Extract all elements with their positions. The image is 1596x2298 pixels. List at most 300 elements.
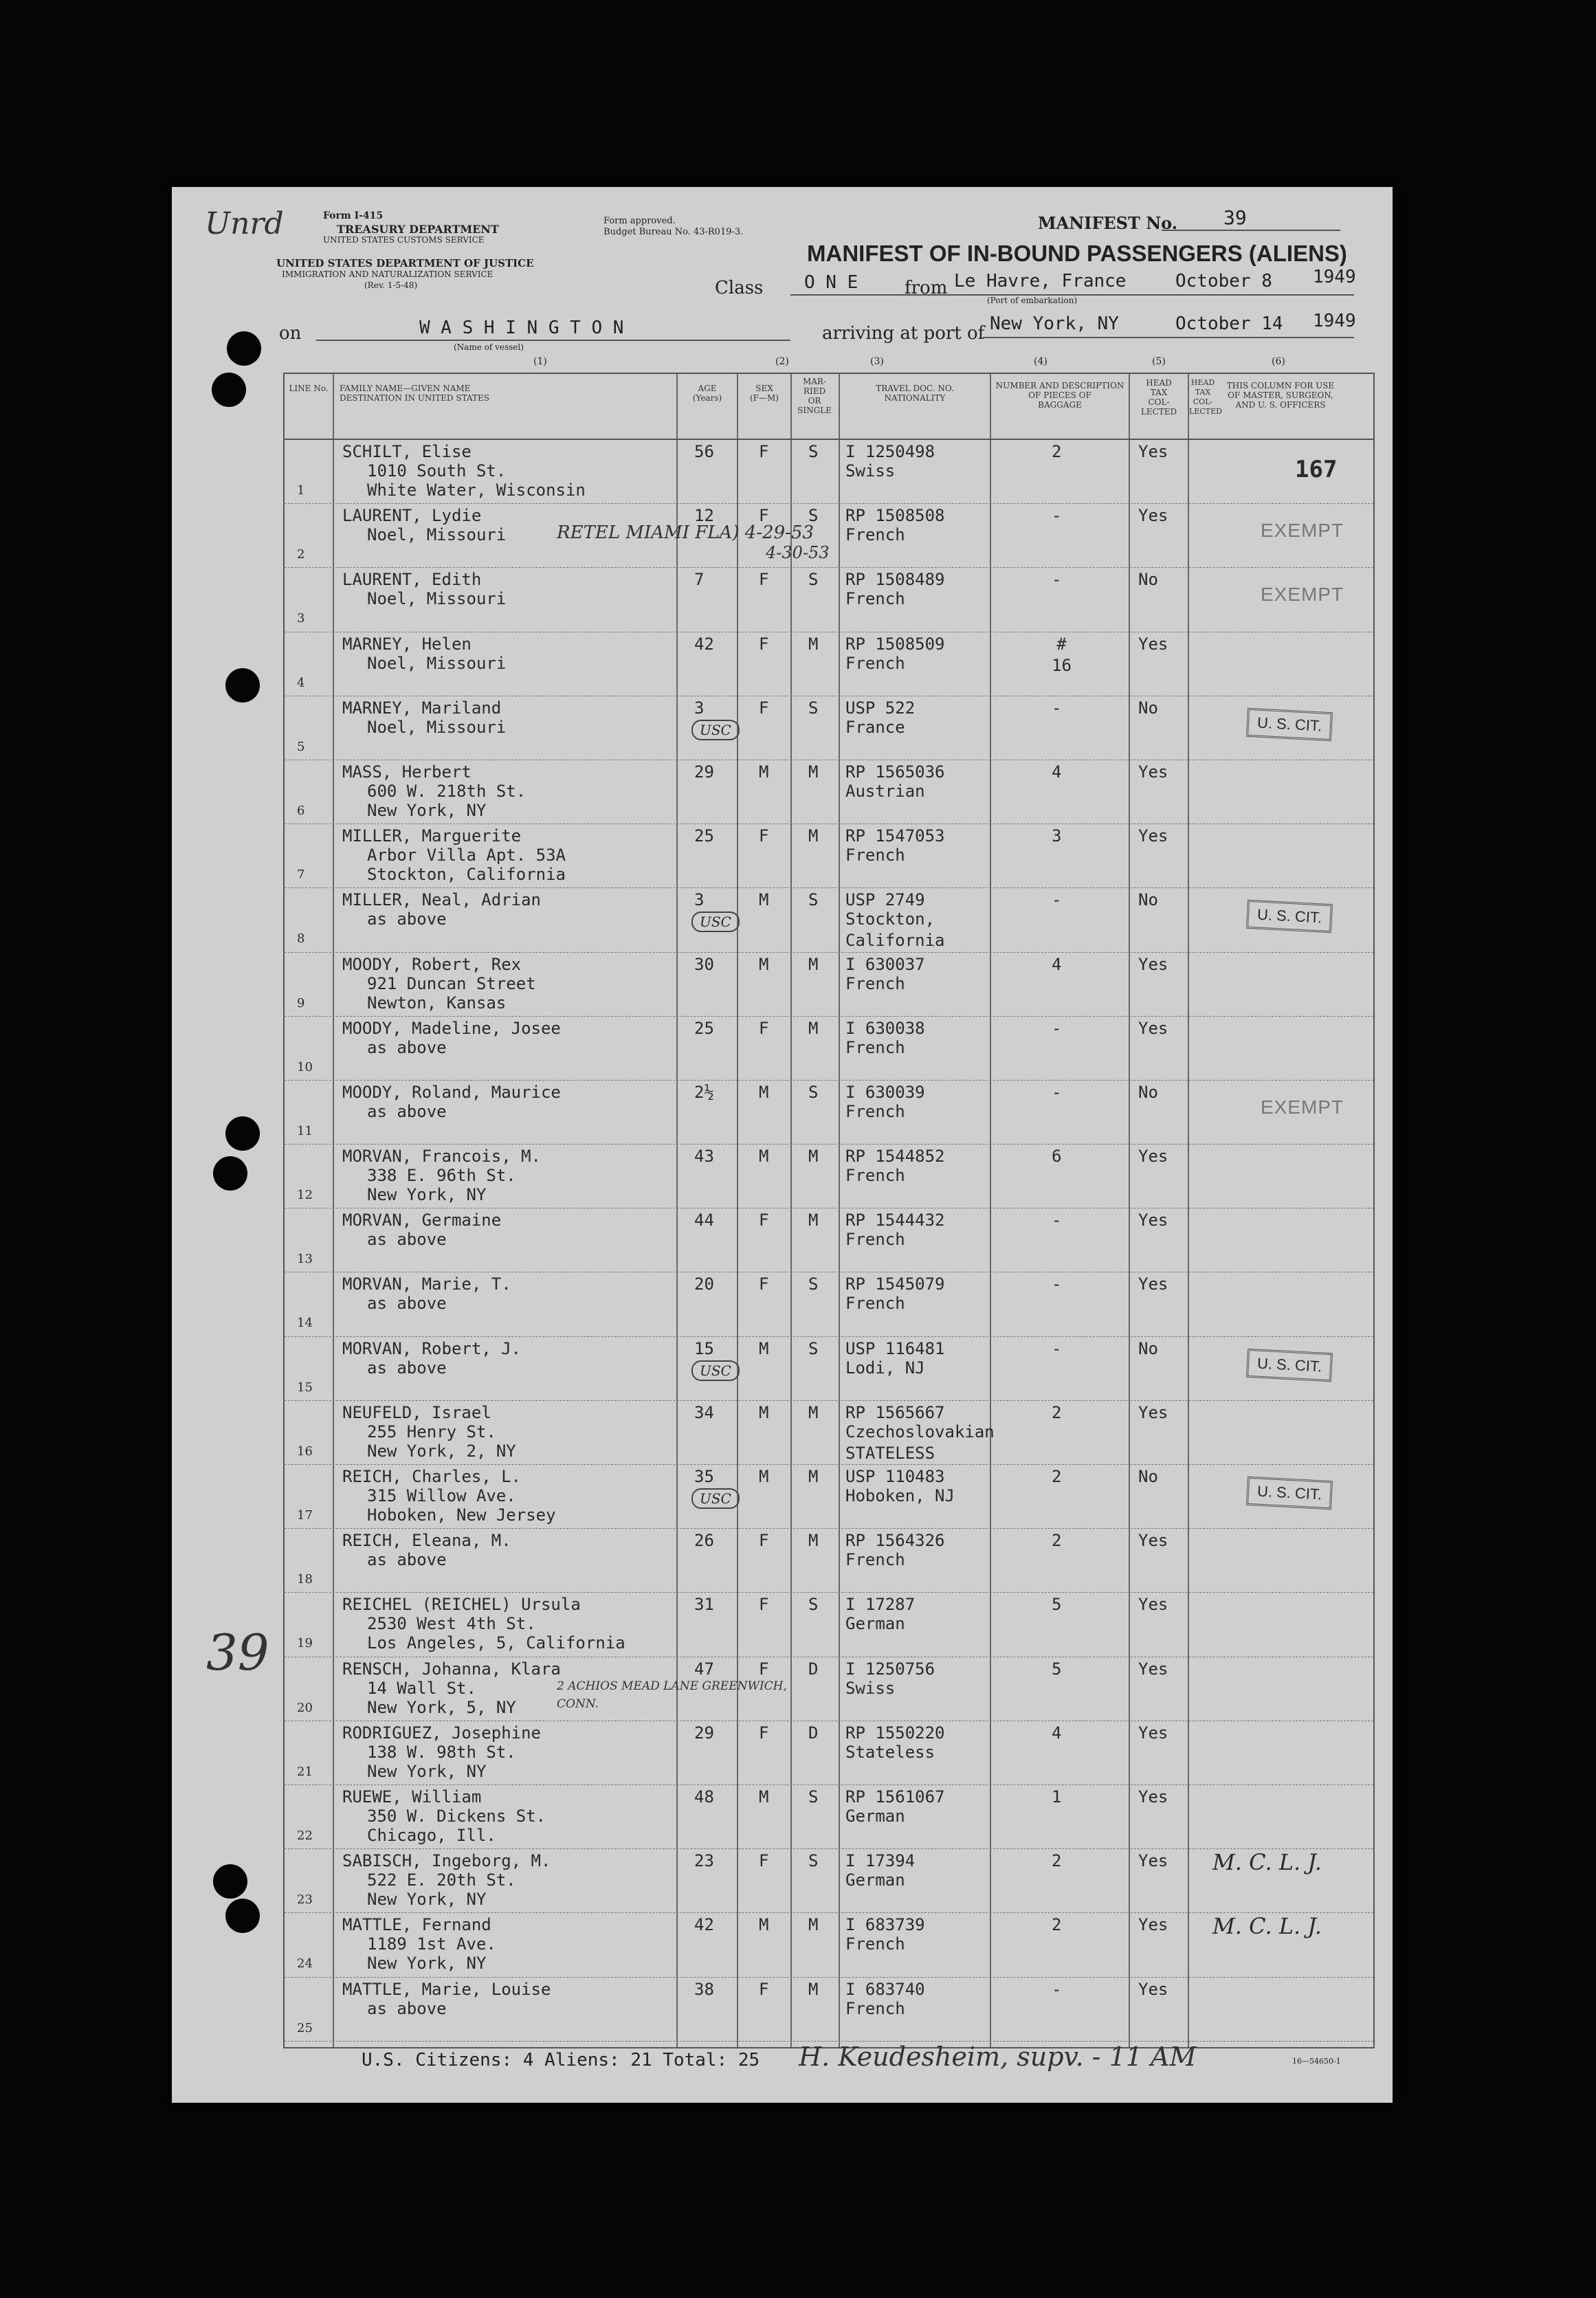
travel-doc-cell: I 683740	[845, 1979, 925, 1999]
address-line-1: as above	[367, 1294, 447, 1314]
us-citizen-stamp: U. S. CIT.	[1246, 708, 1333, 741]
punch-hole	[225, 668, 260, 703]
baggage-cell: -	[1052, 506, 1062, 526]
baggage-cell: 3	[1052, 826, 1062, 846]
line-number: 8	[297, 931, 305, 947]
head-tax-cell: Yes	[1138, 1402, 1168, 1422]
baggage-cell: 6	[1052, 1147, 1062, 1167]
table-row	[285, 1657, 1373, 1721]
age-cell: 26	[694, 1531, 714, 1551]
marital-cell: M	[808, 634, 819, 654]
address-line-1: 315 Willow Ave.	[367, 1486, 516, 1505]
marital-cell: S	[808, 1851, 819, 1871]
footer-totals: U.S. Citizens: 4 Aliens: 21 Total: 25	[362, 2050, 760, 2070]
exempt-stamp: EXEMPT	[1261, 520, 1344, 542]
marital-cell: D	[808, 1723, 819, 1743]
address-line-2: Hoboken, New Jersey	[367, 1505, 556, 1525]
treasury-label: TREASURY DEPARTMENT	[337, 223, 499, 236]
table-row	[285, 1017, 1373, 1081]
age-cell: 38	[694, 1979, 714, 1999]
table-row	[285, 696, 1373, 760]
passenger-name: RODRIGUEZ, Josephine	[342, 1723, 541, 1743]
passenger-name: REICH, Charles, L.	[342, 1467, 522, 1486]
nationality-cell: German	[845, 1870, 905, 1890]
arrival-port: New York, NY	[990, 313, 1119, 334]
head-tax-cell: No	[1138, 570, 1158, 590]
table-row	[285, 1145, 1373, 1208]
address-line-2: New York, NY	[367, 1954, 487, 1974]
nationality-cell: French	[845, 1294, 905, 1314]
marital-cell: M	[808, 762, 819, 782]
travel-doc-cell: USP 2749	[845, 890, 925, 910]
baggage-cell: 2	[1052, 442, 1062, 461]
head-tax-cell: Yes	[1138, 1723, 1168, 1743]
sex-cell: F	[759, 1851, 769, 1871]
nationality-cell: Swiss	[845, 1678, 896, 1698]
address-line-2: Los Angeles, 5, California	[367, 1633, 625, 1653]
vessel-underline	[316, 340, 790, 341]
travel-doc-cell: I 683739	[845, 1915, 925, 1935]
sex-cell: M	[759, 1915, 769, 1935]
address-line-2: Chicago, Ill.	[367, 1825, 496, 1845]
age-cell: 31	[694, 1595, 714, 1615]
nationality-cell: French	[845, 589, 905, 609]
nationality-cell: French	[845, 1934, 905, 1954]
nationality-cell: Austrian	[845, 781, 925, 801]
passenger-name: MILLER, Marguerite	[342, 826, 522, 846]
age-cell: 25	[694, 826, 714, 846]
arrival-year: 1949	[1313, 311, 1356, 331]
head-tax-cell: Yes	[1138, 1018, 1168, 1038]
line-number: 5	[297, 739, 305, 754]
baggage-cell: -	[1052, 570, 1062, 590]
nationality-cell: Czechoslovakian STATELESS	[845, 1422, 995, 1463]
head-tax-cell: Yes	[1138, 442, 1168, 461]
print-code: 16—54650-1	[1292, 2057, 1341, 2066]
line-number: 14	[297, 1316, 313, 1331]
passenger-name: LAURENT, Edith	[342, 570, 482, 590]
line-number: 22	[297, 1828, 313, 1843]
baggage-cell: # 16	[1052, 634, 1072, 675]
passenger-name: MARNEY, Mariland	[342, 698, 502, 718]
row20-annotation: 2 ACHIOS MEAD LANE GREENWICH, CONN.	[557, 1679, 787, 1711]
travel-doc-cell: I 630037	[845, 954, 925, 974]
head-tax-cell: Yes	[1138, 954, 1168, 974]
marital-cell: S	[808, 1082, 819, 1102]
arrival-date: October 14	[1175, 313, 1283, 334]
sex-cell: F	[759, 442, 769, 461]
sex-cell: F	[759, 570, 769, 590]
travel-doc-cell: I 630039	[845, 1082, 925, 1102]
address-line-1: as above	[367, 1998, 447, 2018]
hdr-travel-doc: TRAVEL DOC. NO. NATIONALITY	[876, 384, 954, 403]
corner-handwriting: Unrd	[205, 206, 284, 241]
nationality-cell: French	[845, 973, 905, 993]
vessel-caption: (Name of vessel)	[454, 342, 524, 352]
sex-cell: M	[759, 1082, 769, 1102]
officer-initials: M. C. L. J.	[1212, 1849, 1322, 1876]
address-line-2: New York, NY	[367, 1761, 487, 1781]
exempt-stamp: EXEMPT	[1261, 1096, 1344, 1118]
nationality-cell: French	[845, 1998, 905, 2018]
sex-cell: F	[759, 1595, 769, 1615]
sex-cell: M	[759, 1467, 769, 1486]
table-row	[285, 632, 1373, 696]
passenger-name: MORVAN, Francois, M.	[342, 1147, 541, 1167]
age-cell: 25	[694, 1018, 714, 1038]
address-line-2: New York, NY	[367, 1890, 487, 1910]
table-row	[285, 1465, 1373, 1529]
line-number: 23	[297, 1892, 313, 1908]
sex-cell: F	[759, 1723, 769, 1743]
marital-cell: S	[808, 442, 819, 461]
nationality-cell: French	[845, 525, 905, 545]
address-line-1: as above	[367, 909, 447, 929]
punch-hole	[213, 1156, 247, 1191]
address-line-1: 138 W. 98th St.	[367, 1742, 516, 1762]
baggage-cell: -	[1052, 1211, 1062, 1230]
address-line-1: 2530 West 4th St.	[367, 1614, 536, 1634]
address-line-1: as above	[367, 1358, 447, 1378]
travel-doc-cell: RP 1564326	[845, 1531, 945, 1551]
head-tax-cell: Yes	[1138, 634, 1168, 654]
arrival-underline	[983, 337, 1354, 338]
nationality-cell: German	[845, 1614, 905, 1634]
usc-mark: USC	[691, 1488, 740, 1509]
age-cell: 12	[694, 506, 714, 526]
punch-hole	[227, 331, 261, 366]
sex-cell: M	[759, 1147, 769, 1167]
head-tax-cell: Yes	[1138, 1915, 1168, 1935]
passenger-name: MILLER, Neal, Adrian	[342, 890, 541, 910]
address-line-2: White Water, Wisconsin	[367, 480, 586, 500]
passenger-name: RENSCH, Johanna, Klara	[342, 1659, 561, 1679]
travel-doc-cell: RP 1508489	[845, 570, 945, 590]
hdr-sex: SEX (F—M)	[750, 384, 779, 403]
line-number: 1	[297, 483, 305, 498]
nationality-cell: France	[845, 717, 905, 737]
sex-cell: F	[759, 698, 769, 718]
sex-cell: F	[759, 1211, 769, 1230]
passenger-name: MASS, Herbert	[342, 762, 472, 782]
travel-doc-cell: RP 1544432	[845, 1211, 945, 1230]
nationality-cell: French	[845, 653, 905, 673]
marital-cell: S	[808, 698, 819, 718]
table-row	[285, 953, 1373, 1017]
punch-hole	[225, 1899, 260, 1933]
form-number: Form I-415	[323, 210, 384, 221]
passenger-name: NEUFELD, Israel	[342, 1402, 491, 1422]
baggage-cell: 4	[1052, 1723, 1062, 1743]
embark-underline	[790, 294, 1354, 296]
line-number: 18	[297, 1572, 313, 1587]
sex-cell: F	[759, 1274, 769, 1294]
baggage-cell: 2	[1052, 1851, 1062, 1871]
address-line-1: Noel, Missouri	[367, 717, 507, 737]
marital-cell: M	[808, 1018, 819, 1038]
age-cell: 44	[694, 1211, 714, 1230]
baggage-cell: -	[1052, 1018, 1062, 1038]
baggage-cell: -	[1052, 698, 1062, 718]
baggage-cell: 2	[1052, 1531, 1062, 1551]
address-line-2: Stockton, California	[367, 865, 566, 885]
embark-year: 1949	[1313, 267, 1356, 287]
customs-label: UNITED STATES CUSTOMS SERVICE	[323, 235, 485, 245]
arriving-label: arriving at port of	[822, 323, 985, 344]
side-number: 39	[206, 1624, 269, 1681]
address-line-1: Noel, Missouri	[367, 525, 507, 545]
baggage-cell: 2	[1052, 1467, 1062, 1486]
head-tax-cell: No	[1138, 1338, 1158, 1358]
hdr-name: FAMILY NAME—GIVEN NAME DESTINATION IN UNITED STATES	[340, 384, 489, 403]
col-num-4: (4)	[1034, 356, 1048, 367]
table-row	[285, 888, 1373, 952]
officer-initials: M. C. L. J.	[1212, 1913, 1322, 1940]
travel-doc-cell: RP 1565667	[845, 1402, 945, 1422]
nationality-cell: Lodi, NJ	[845, 1358, 925, 1378]
baggage-cell: 2	[1052, 1915, 1062, 1935]
travel-doc-cell: RP 1550220	[845, 1723, 945, 1743]
sex-cell: M	[759, 762, 769, 782]
marital-cell: S	[808, 1338, 819, 1358]
travel-doc-cell: RP 1547053	[845, 826, 945, 846]
age-cell: 30	[694, 954, 714, 974]
sex-cell: F	[759, 1659, 769, 1679]
usc-mark: USC	[691, 912, 740, 932]
address-line-1: 1189 1st Ave.	[367, 1934, 496, 1954]
line-number: 9	[297, 995, 305, 1010]
nationality-cell: French	[845, 1230, 905, 1250]
exempt-stamp: EXEMPT	[1261, 584, 1344, 606]
nationality-cell: French	[845, 1101, 905, 1121]
age-cell: 2½	[694, 1082, 714, 1102]
line-number: 19	[297, 1636, 313, 1651]
address-line-1: Noel, Missouri	[367, 589, 507, 609]
nationality-cell: French	[845, 1550, 905, 1570]
marital-cell: S	[808, 1274, 819, 1294]
address-line-1: as above	[367, 1550, 447, 1570]
address-line-1: 338 E. 96th St.	[367, 1166, 516, 1186]
baggage-cell: 4	[1052, 762, 1062, 782]
us-citizen-stamp: U. S. CIT.	[1246, 1477, 1333, 1510]
officer-number: 167	[1295, 456, 1338, 483]
nationality-cell: Stateless	[845, 1742, 935, 1762]
punch-hole	[225, 1116, 260, 1151]
age-cell: 42	[694, 634, 714, 654]
col-num-3: (3)	[870, 356, 884, 367]
head-tax-cell: Yes	[1138, 1979, 1168, 1999]
marital-cell: S	[808, 506, 819, 526]
baggage-cell: 2	[1052, 1402, 1062, 1422]
travel-doc-cell: USP 522	[845, 698, 916, 718]
baggage-cell: -	[1052, 1979, 1062, 1999]
address-line-1: Arbor Villa Apt. 53A	[367, 846, 566, 865]
marital-cell: M	[808, 1915, 819, 1935]
baggage-cell: -	[1052, 1082, 1062, 1102]
usc-mark: USC	[691, 720, 740, 740]
head-tax-cell: No	[1138, 1467, 1158, 1486]
head-tax-cell: Yes	[1138, 1274, 1168, 1294]
baggage-cell: 5	[1052, 1595, 1062, 1615]
vessel-name: W A S H I N G T O N	[419, 318, 624, 338]
table-row	[285, 1913, 1373, 1977]
class-value: O N E	[804, 272, 858, 293]
age-cell: 3	[694, 698, 705, 718]
marital-cell: M	[808, 954, 819, 974]
line-number: 15	[297, 1380, 313, 1395]
address-line-1: 600 W. 218th St.	[367, 781, 527, 801]
address-line-2: New York, 2, NY	[367, 1441, 516, 1461]
head-tax-cell: Yes	[1138, 826, 1168, 846]
travel-doc-cell: USP 116481	[845, 1338, 945, 1358]
hdr-age: AGE (Years)	[692, 384, 722, 403]
manifest-number: 39	[1223, 206, 1247, 229]
age-cell: 43	[694, 1147, 714, 1167]
line-number: 2	[297, 547, 305, 562]
age-cell: 23	[694, 1851, 714, 1871]
age-cell: 15	[694, 1338, 714, 1358]
marital-cell: M	[808, 1211, 819, 1230]
manifest-underline	[1162, 230, 1340, 231]
nationality-cell: French	[845, 1166, 905, 1186]
table-row	[285, 1081, 1373, 1145]
travel-doc-cell: RP 1544852	[845, 1147, 945, 1167]
line-number: 10	[297, 1059, 313, 1074]
manifest-title: MANIFEST OF IN-BOUND PASSENGERS (ALIENS)	[807, 241, 1347, 266]
sex-cell: M	[759, 890, 769, 910]
us-citizen-stamp: U. S. CIT.	[1246, 900, 1333, 933]
travel-doc-cell: RP 1545079	[845, 1274, 945, 1294]
passenger-name: REICHEL (REICHEL) Ursula	[342, 1595, 581, 1615]
rev-label: (Rev. 1-5-48)	[364, 280, 418, 290]
line-number: 12	[297, 1188, 313, 1203]
age-cell: 7	[694, 570, 705, 590]
table-row	[285, 1401, 1373, 1465]
table-row	[285, 1849, 1373, 1913]
form-approved: Form approved.	[603, 216, 676, 226]
head-tax-cell: No	[1138, 1082, 1158, 1102]
baggage-cell: 5	[1052, 1659, 1062, 1679]
sex-cell: F	[759, 1531, 769, 1551]
sex-cell: M	[759, 1787, 769, 1807]
passenger-table	[283, 373, 1375, 2048]
address-line-2: New York, 5, NY	[367, 1697, 516, 1717]
hdr-head-tax: HEAD TAX COL- LECTED	[1189, 378, 1222, 416]
nationality-cell: German	[845, 1806, 905, 1826]
passenger-name: MORVAN, Germaine	[342, 1211, 502, 1230]
class-label: Class	[715, 278, 764, 298]
justice-label: UNITED STATES DEPARTMENT OF JUSTICE	[276, 257, 534, 269]
address-line-1: as above	[367, 1101, 447, 1121]
nationality-cell: French	[845, 846, 905, 865]
punch-hole	[212, 373, 246, 407]
sex-cell: M	[759, 1338, 769, 1358]
punch-hole	[213, 1864, 247, 1899]
passenger-name: MATTLE, Marie, Louise	[342, 1979, 551, 1999]
passenger-name: MOODY, Robert, Rex	[342, 954, 522, 974]
table-row	[285, 440, 1373, 504]
line-number: 7	[297, 868, 305, 883]
nationality-cell: Hoboken, NJ	[845, 1486, 955, 1505]
ins-label: IMMIGRATION AND NATURALIZATION SERVICE	[282, 269, 494, 279]
travel-doc-cell: RP 1565036	[845, 762, 945, 782]
col-num-6: (6)	[1272, 356, 1285, 367]
head-tax-cell: Yes	[1138, 1787, 1168, 1807]
table-row	[285, 1272, 1373, 1336]
age-cell: 47	[694, 1659, 714, 1679]
address-line-1: 522 E. 20th St.	[367, 1870, 516, 1890]
line-number: 25	[297, 2020, 313, 2035]
table-row	[285, 1593, 1373, 1657]
manifest-label: MANIFEST No.	[1038, 213, 1178, 233]
table-body	[285, 440, 1373, 2042]
passenger-name: SABISCH, Ingeborg, M.	[342, 1851, 551, 1871]
baggage-cell: -	[1052, 1338, 1062, 1358]
age-cell: 56	[694, 442, 714, 461]
line-number: 16	[297, 1444, 313, 1459]
age-cell: 29	[694, 762, 714, 782]
line-number: 21	[297, 1764, 313, 1779]
passenger-name: MOODY, Madeline, Josee	[342, 1018, 561, 1038]
marital-cell: M	[808, 1979, 819, 1999]
address-line-1: Noel, Missouri	[367, 653, 507, 673]
address-line-1: 921 Duncan Street	[367, 973, 536, 993]
travel-doc-cell: I 1250756	[845, 1659, 935, 1679]
age-cell: 29	[694, 1723, 714, 1743]
marital-cell: M	[808, 1147, 819, 1167]
passenger-name: RUEWE, William	[342, 1787, 482, 1807]
sex-cell: F	[759, 1979, 769, 1999]
line-number: 17	[297, 1508, 313, 1523]
hdr-head-tax-col: HEAD TAX COL- LECTED	[1140, 378, 1177, 417]
address-line-2: Newton, Kansas	[367, 993, 507, 1013]
travel-doc-cell: USP 110483	[845, 1467, 945, 1486]
us-citizen-stamp: U. S. CIT.	[1246, 1348, 1333, 1381]
usc-mark: USC	[691, 1360, 740, 1381]
marital-cell: S	[808, 570, 819, 590]
marital-cell: D	[808, 1659, 819, 1679]
travel-doc-cell: I 1250498	[845, 442, 935, 461]
marital-cell: M	[808, 1531, 819, 1551]
address-line-1: 14 Wall St.	[367, 1678, 476, 1698]
line-number: 4	[297, 675, 305, 690]
travel-doc-cell: I 17394	[845, 1851, 916, 1871]
embark-date: October 8	[1175, 271, 1272, 291]
table-row	[285, 1208, 1373, 1272]
head-tax-cell: Yes	[1138, 506, 1168, 526]
hdr-officers: THIS COLUMN FOR USE OF MASTER, SURGEON, AND U. S. OFFICERS	[1226, 381, 1335, 410]
marital-cell: S	[808, 890, 819, 910]
address-line-1: 350 W. Dickens St.	[367, 1806, 546, 1826]
sex-cell: F	[759, 1018, 769, 1038]
passenger-name: LAURENT, Lydie	[342, 506, 482, 526]
on-label: on	[279, 323, 302, 344]
table-row	[285, 1337, 1373, 1401]
baggage-cell: -	[1052, 1274, 1062, 1294]
row2-annotation: RETEL MIAMI FLA) 4-29-53	[557, 522, 814, 543]
address-line-1: 255 Henry St.	[367, 1422, 496, 1441]
head-tax-cell: Yes	[1138, 1531, 1168, 1551]
passenger-name: MOODY, Roland, Maurice	[342, 1082, 561, 1102]
age-cell: 42	[694, 1915, 714, 1935]
line-number: 13	[297, 1252, 313, 1267]
col-num-2: (2)	[775, 356, 789, 367]
footer-signature: H. Keudesheim, supv. - 11 AM	[799, 2042, 1197, 2072]
address-line-2: New York, NY	[367, 1185, 487, 1205]
passenger-name: MATTLE, Fernand	[342, 1915, 491, 1935]
table-row	[285, 1785, 1373, 1849]
address-line-1: 1010 South St.	[367, 461, 507, 480]
